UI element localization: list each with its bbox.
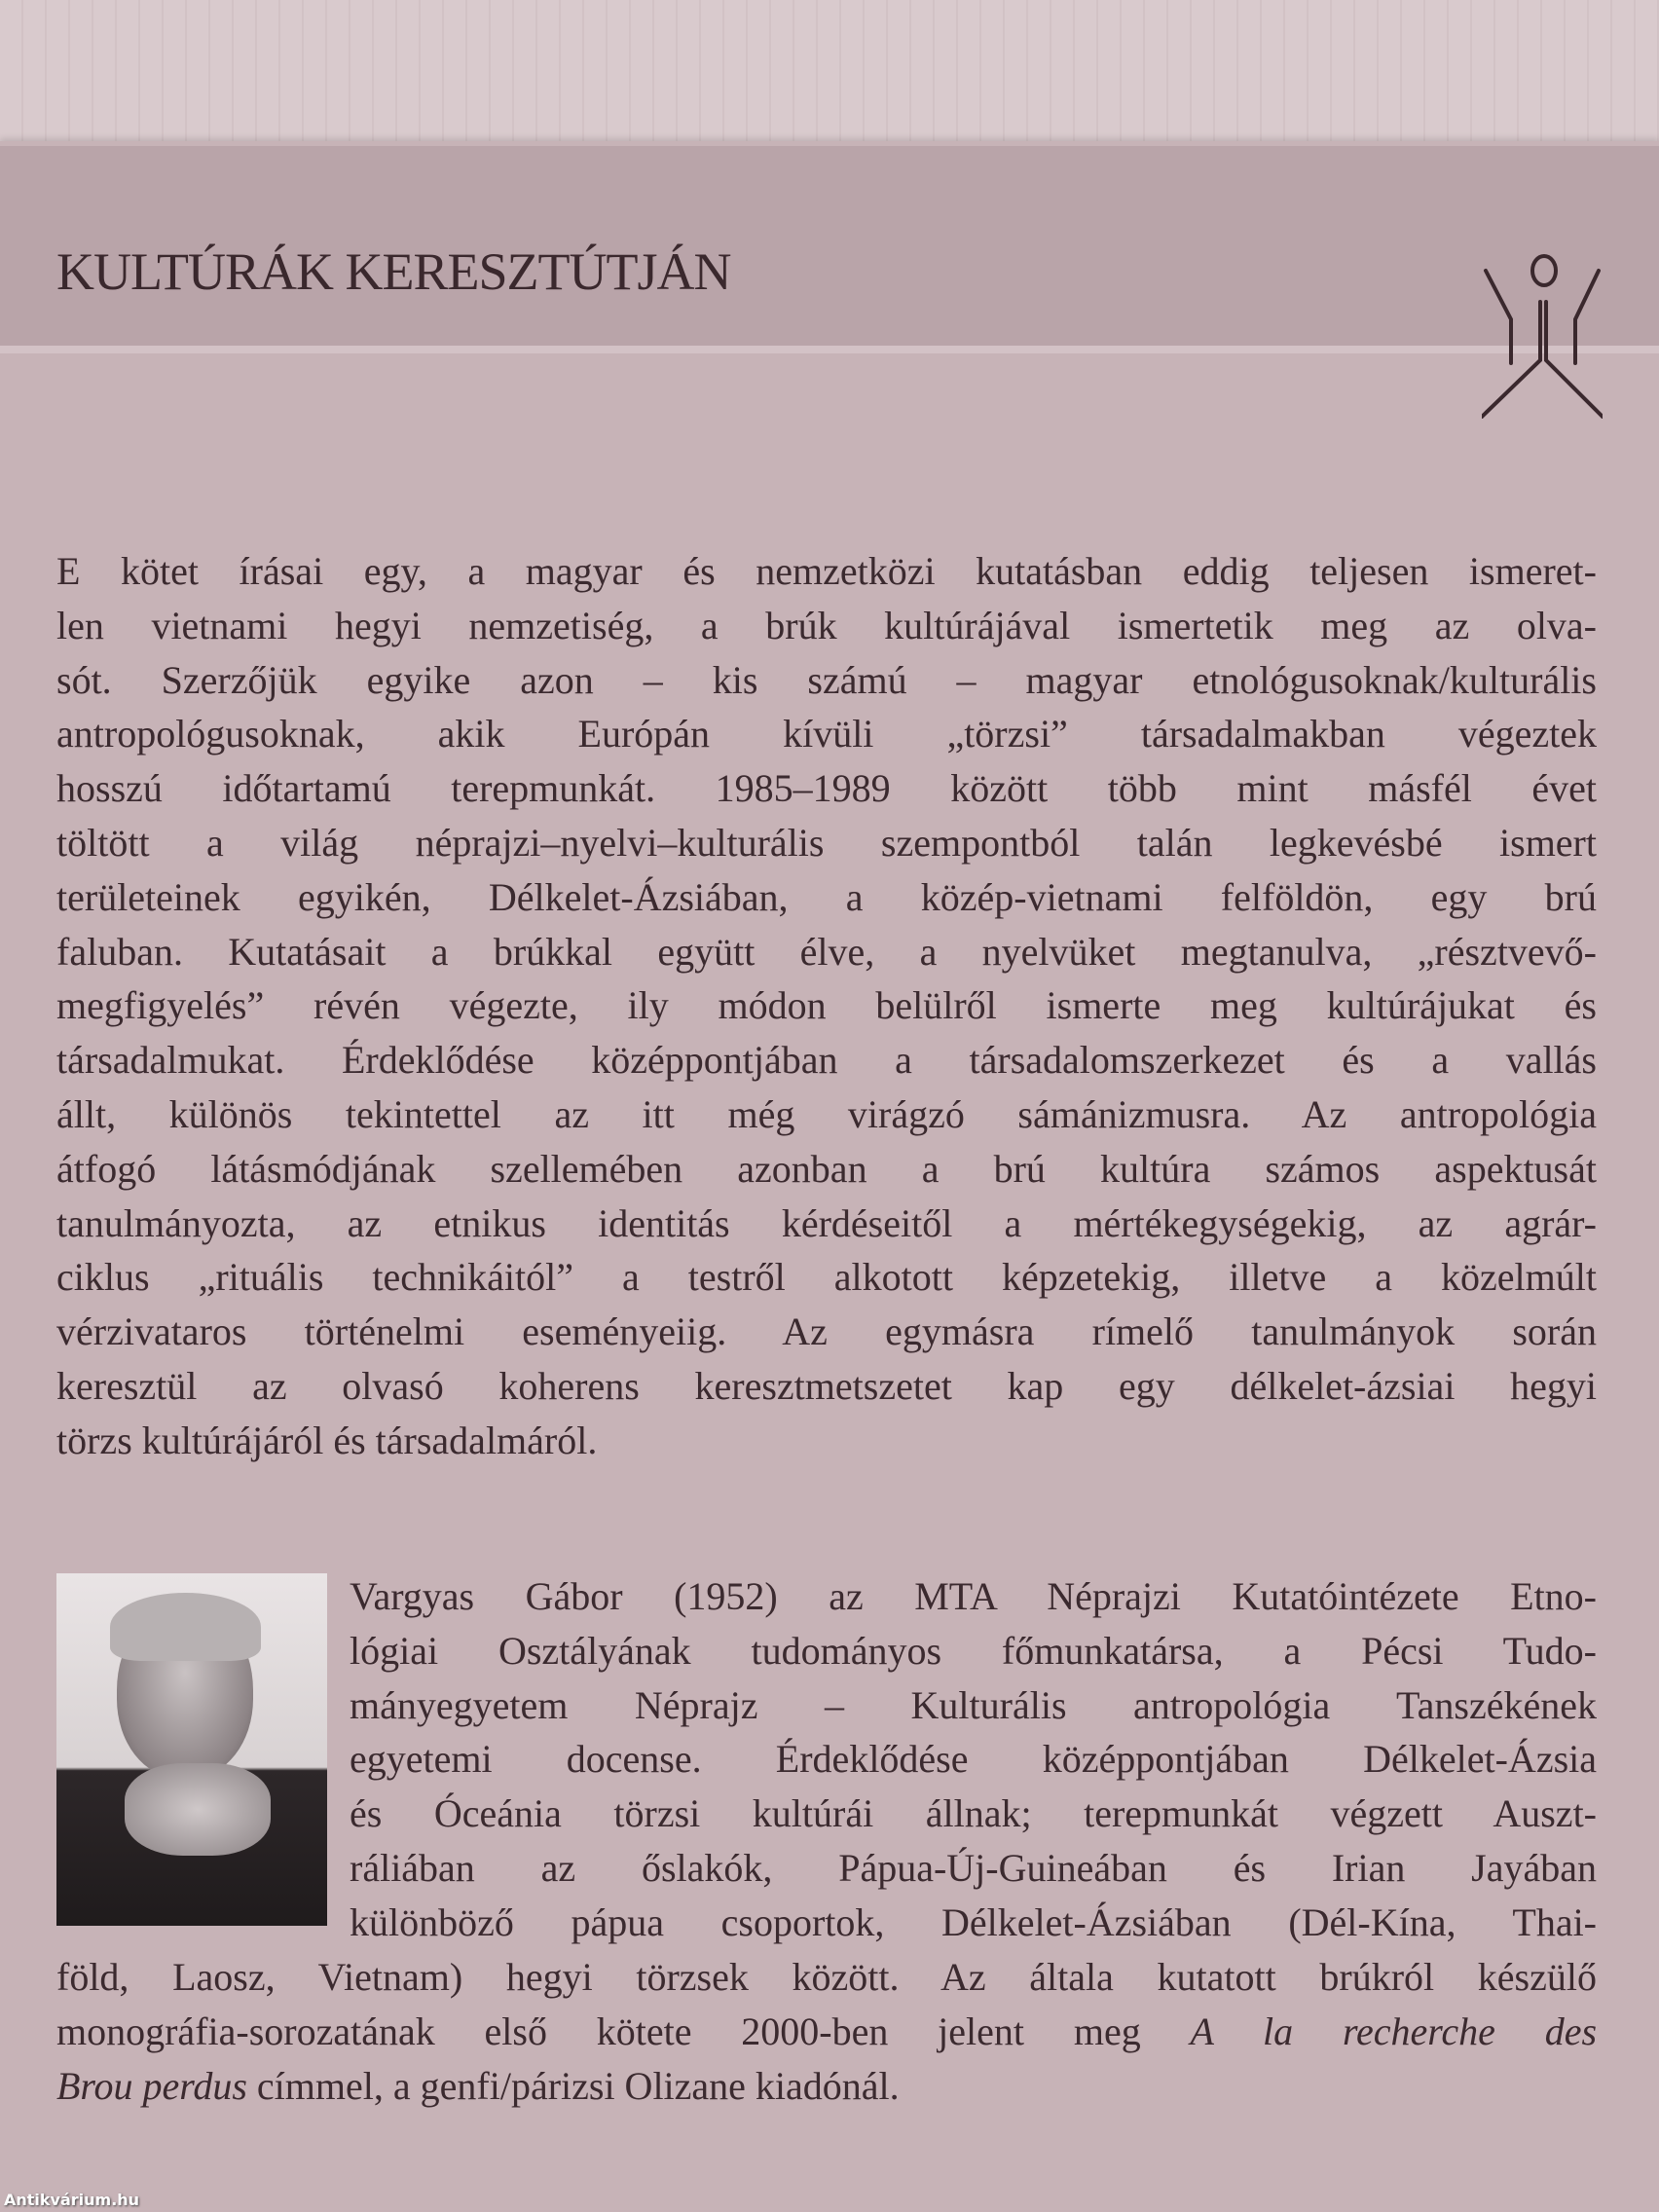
background-strip: [0, 0, 1659, 146]
text-line: átfogó látásmódjának szellemében azonban a brú kultúra számos aspektusát: [56, 1146, 1597, 1191]
text-line: mányegyetem Néprajz – Kulturális antropológia Tanszékének: [350, 1682, 1597, 1727]
text-line: E kötet írásai egy, a magyar és nemzetközi kutatásban eddig teljesen ismeret-: [56, 549, 1597, 593]
bio-text: monográfia-sorozatának első kötete 2000-ben jelent meg: [56, 2009, 1191, 2053]
text-line: faluban. Kutatásait a brúkkal együtt élve, a nyelvüket megtanulva, „résztvevő-: [56, 929, 1597, 974]
text-line: különböző pápua csoportok, Délkelet-Ázsiában (Dél-Kína, Thai-: [350, 1899, 1597, 1944]
author-hair: [110, 1593, 261, 1661]
text-line: sót. Szerzőjük egyike azon – kis számú – magyar etnológusoknak/kulturális: [56, 657, 1597, 702]
author-hands: [125, 1763, 271, 1856]
author-bio-continued: [56, 1950, 1597, 2113]
text-line: társadalmukat. Érdeklődése középpontjában a társadalomszerkezet és a vallás: [56, 1038, 1597, 1083]
text-line: lógiai Osztályának tudományos főmunkatársa, a Pécsi Tudo-: [350, 1628, 1597, 1673]
text-line: hosszú időtartamú terepmunkát. 1985–1989 között több mint másfél évet: [56, 766, 1597, 811]
text-line: töltött a világ néprajzi–nyelvi–kulturális szempontból talán legkevésbé ismert: [56, 820, 1597, 865]
text-line: megfigyelés” révén végezte, ily módon belülről ismerte meg kultúrájukat és: [56, 983, 1597, 1028]
book-title-italic: Brou perdus: [56, 2063, 247, 2108]
text-line: Vargyas Gábor (1952) az MTA Néprajzi Kutatóintézete Etno-: [350, 1574, 1597, 1618]
text-line: állt, különös tekintettel az itt még virágzó sámánizmusra. Az antropológia: [56, 1091, 1597, 1136]
description-paragraph: [56, 544, 1597, 1468]
text-line: ráliában az őslakók, Pápua-Új-Guineában és Irian Jayában: [350, 1845, 1597, 1890]
author-bio-beside-photo: [350, 1569, 1597, 1950]
text-line: tanulmányozta, az etnikus identitás kérdéseitől a mértékegységekig, az agrár-: [56, 1200, 1597, 1245]
text-line: ciklus „rituális technikáitól” a testről alkotott képzetekig, illetve a közelmúlt: [56, 1255, 1597, 1300]
bio-line: [56, 2059, 1597, 2114]
series-title: KULTÚRÁK KERESZTÚTJÁN: [56, 242, 731, 301]
bio-line: [56, 2005, 1597, 2059]
text-line: és Óceánia törzsi kultúrái állnak; terepmunkát végzett Auszt-: [350, 1791, 1597, 1836]
text-line: len vietnami hegyi nemzetiség, a brúk kultúrájával ismertetik meg az olva-: [56, 603, 1597, 647]
stick-figure-icon: [1482, 251, 1603, 419]
text-line: egyetemi docense. Érdeklődése középpontjában Délkelet-Ázsia: [350, 1737, 1597, 1782]
text-line: antropológusoknak, akik Európán kívüli „törzsi” társadalmakban végeztek: [56, 712, 1597, 756]
text-line: törzs kultúrájáról és társadalmáról.: [56, 1418, 598, 1462]
bio-text: címmel, a genfi/párizsi Olizane kiadónál.: [246, 2063, 900, 2108]
text-line: vérzivataros történelmi eseményeiig. Az egymásra rímelő tanulmányok során: [56, 1309, 1597, 1354]
watermark: Antikvárium.hu: [4, 2191, 140, 2209]
title-band-edge: [0, 346, 1659, 353]
author-photo: [56, 1573, 327, 1926]
text-line: keresztül az olvasó koherens keresztmetszetet kap egy délkelet-ázsiai hegyi: [56, 1363, 1597, 1408]
book-title-italic: A la recherche des: [1190, 2009, 1598, 2053]
text-line: területeinek egyikén, Délkelet-Ázsiában, a közép-vietnami felföldön, egy brú: [56, 874, 1597, 919]
bio-line: föld, Laosz, Vietnam) hegyi törzsek között. Az általa kutatott brúkról készülő: [56, 1955, 1597, 1999]
